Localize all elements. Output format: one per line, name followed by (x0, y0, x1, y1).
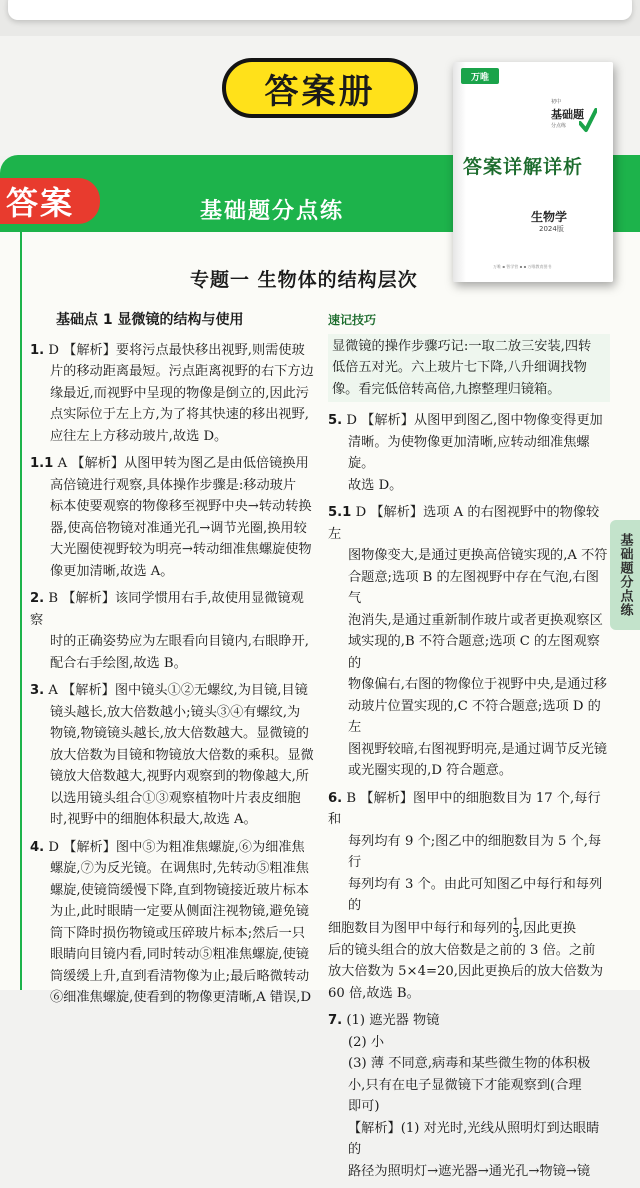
answer-text: 60 倍,故选 B。 (328, 985, 420, 1001)
answer-text: 每列均有 9 个;图乙中的细胞数目为 5 个,每行 (348, 833, 602, 870)
answer-line (328, 1096, 610, 1118)
answer-line (30, 880, 315, 902)
answer-text: B 【解析】该同学惯用右手,故使用显微镜观察 (30, 591, 304, 628)
answer-line (328, 831, 610, 874)
answer-text: 物像偏右,右图的物像位于视野中央,是通过移 (348, 677, 607, 692)
answer-text: D 【解析】要将污点最快移出视野,则需使玻 (48, 342, 305, 358)
answer-line (30, 588, 315, 631)
tips-line: 显微镜的操作步骤巧记:一取二放三安装,四转 (332, 338, 592, 354)
brand-logo: 万唯 (461, 68, 499, 84)
answer-item (328, 1010, 610, 1182)
answer-text: 故选 D。 (348, 477, 403, 493)
answer-text: (2) 小 (348, 1034, 385, 1050)
answer-item (30, 680, 315, 831)
answer-text: 像更加清晰,故选 A。 (50, 563, 174, 579)
answer-line (30, 361, 315, 383)
answer-line (30, 404, 315, 426)
answer-line (328, 1032, 610, 1054)
answer-line (328, 410, 610, 432)
answer-text: 眼睛向目镜内看,同时转动⑤粗准焦螺旋,使镜 (50, 947, 309, 962)
answer-line (30, 987, 315, 1009)
answer-line (30, 745, 315, 767)
answer-line (328, 917, 610, 940)
answer-line (328, 1053, 610, 1075)
answer-item (30, 588, 315, 674)
answer-text: 【解析】(1) 对光时,光线从照明灯到达眼睛的 (348, 1120, 600, 1157)
answer-item (328, 502, 610, 782)
answer-line (30, 475, 315, 497)
answer-book-pill: 答案册 (222, 58, 418, 118)
answer-line (30, 766, 315, 788)
answer-line (328, 739, 610, 761)
book-level: 初中 (551, 99, 562, 105)
answer-line (30, 680, 315, 702)
answer-line (328, 610, 610, 632)
answer-text: 即可) (348, 1099, 380, 1114)
answer-text: 应往左上方移动玻片,故选 D。 (50, 428, 228, 444)
answer-line (328, 1075, 610, 1097)
answer-text: 片的移动距离最短。污点距离视野的右下方边 (50, 364, 314, 379)
answer-line (328, 545, 610, 567)
question-number: 2. (30, 591, 45, 606)
answer-text: 配合右手绘图,故选 B。 (50, 655, 187, 671)
answer-line (328, 1161, 610, 1183)
question-number: 6. (328, 790, 343, 806)
answer-line (328, 567, 610, 610)
book-subject: 生物学 (531, 210, 568, 224)
answer-line (328, 1118, 610, 1161)
answer-item (30, 453, 315, 582)
answer-item (328, 917, 610, 940)
answer-text: 大光圈使视野较为明亮→转动细准焦螺旋使物 (50, 542, 312, 557)
answer-line (328, 983, 610, 1005)
answer-item (328, 940, 610, 1005)
answer-text: (1) 遮光器 物镜 (346, 1013, 440, 1028)
answer-text: 物镜,物镜镜头越长,放大倍数越大。显微镜的 (50, 726, 309, 741)
answer-item (30, 340, 315, 448)
answer-line (328, 631, 610, 674)
answer-text: 每列均有 3 个。由此可知图乙中每行和每列的 (348, 876, 603, 913)
top-strip (0, 0, 640, 36)
answer-line (328, 432, 610, 475)
answer-text: ,因此更换 (519, 920, 576, 936)
answer-text: 筒缓缓上升,直到看清物像为止;最后略微转动 (50, 968, 310, 984)
answer-text: 高倍镜进行观察,具体操作步骤是:移动玻片 (50, 477, 297, 493)
question-number: 4. (30, 839, 45, 855)
answer-text: 筒下降时损伤物镜或压碎玻片标本;然后一只 (50, 925, 306, 941)
answer-text: 小,只有在电子显微镜下才能观察到(合理 (348, 1077, 582, 1093)
question-number: 3. (30, 683, 45, 698)
answer-line (30, 561, 315, 583)
answer-line (30, 496, 315, 518)
answer-text: 泡消失,是通过重新制作玻片或者更换观察区 (348, 612, 603, 628)
right-column (328, 310, 610, 1188)
answer-text: 后的镜头组合的放大倍数是之前的 3 倍。之前 (328, 942, 596, 958)
answer-line (328, 674, 610, 696)
answer-text: D 【解析】图中⑤为粗准焦螺旋,⑥为细准焦 (48, 839, 305, 855)
answer-text: 镜放大倍数越大,视野内观察到的物像越大,所 (50, 769, 309, 784)
answer-text: 标本使要观察的物像移至视野中央→转动转换 (50, 499, 312, 514)
answer-text: 镜头越长,放大倍数越小;镜头③④有螺纹,为 (50, 704, 301, 720)
answer-line (30, 539, 315, 561)
answer-text: 图视野较暗,右图视野明亮,是通过调节反光镜 (348, 741, 607, 757)
section-title: 基础题分点练 (200, 199, 345, 224)
book-publisher: 万唯 ▪ 智学营 ▪ ▪ 万唯教育图书 (493, 264, 552, 269)
answer-line (30, 837, 315, 859)
question-number: 1. (30, 342, 45, 358)
answer-text: 或光圈实现的,D 符合题意。 (348, 763, 513, 778)
topic-title: 专题一 生物体的结构层次 (190, 269, 418, 291)
answer-text: 缘最近,而视野中呈现的物像是倒立的,因此污 (50, 385, 309, 401)
answer-text: D 【解析】选项 A 的右图视野中的物像较左 (328, 505, 600, 542)
page-edge-line (20, 232, 22, 990)
question-number: 7. (328, 1013, 343, 1028)
answer-text: 时的正确姿势应为左眼看向目镜内,右眼睁开, (50, 634, 309, 649)
tips-box (328, 334, 610, 403)
book-edition: 2024版 (539, 225, 564, 233)
answer-line (30, 653, 315, 675)
left-column (30, 310, 315, 1015)
answer-line (328, 475, 610, 497)
answer-line (328, 502, 610, 545)
answer-item (30, 837, 315, 1009)
answer-line (30, 631, 315, 653)
answer-text: 清晰。为使物像更加清晰,应转动细准焦螺旋。 (348, 434, 590, 471)
answer-line (30, 723, 315, 745)
answer-line (328, 696, 610, 739)
side-tab[interactable] (610, 520, 640, 630)
answer-text: B 【解析】图甲中的细胞数目为 17 个,每行和 (328, 790, 601, 827)
subsection-heading: 基础点 1 显微镜的结构与使用 (56, 312, 244, 328)
book-cover (453, 62, 613, 282)
tips-heading: 速记技巧 (328, 313, 377, 327)
answer-text: 点实际位于左上方,为了将其快速的移出视野, (50, 407, 309, 422)
answer-line (30, 518, 315, 540)
answer-line (328, 874, 610, 917)
answer-tab: 答案 (0, 178, 100, 224)
book-title: 答案详解详析 (463, 156, 584, 178)
answer-line (30, 383, 315, 405)
answer-text: 器,使高倍物镜对准通光孔→调节光圈,换用较 (50, 520, 307, 536)
answer-text: 动玻片位置实现的,C 不符合题意;选项 D 的左 (348, 698, 601, 735)
answer-line (30, 788, 315, 810)
answer-text: 以选用镜头组合①③观察植物叶片表皮细胞 (50, 790, 301, 806)
question-number: 1.1 (30, 456, 54, 471)
answer-text: 放大倍数为 5×4=20,因此更换后的放大倍数为 (328, 964, 604, 979)
answer-text: 放大倍数为目镜和物镜放大倍数的乘积。显微 (50, 747, 314, 763)
answer-text: A 【解析】图中镜头①②无螺纹,为目镜,目镜 (48, 683, 308, 698)
answer-item (328, 410, 610, 496)
answer-text: 合题意;选项 B 的左图视野中存在气泡,右图气 (348, 569, 599, 606)
answer-line (328, 1010, 610, 1032)
answer-line (328, 788, 610, 831)
answer-line (30, 426, 315, 448)
answer-line (328, 961, 610, 983)
answer-text: A 【解析】从图甲转为图乙是由低倍镜换用 (57, 456, 309, 471)
answer-line (30, 453, 315, 475)
answer-text: 路径为照明灯→遮光器→通光孔→物镜→镜 (348, 1163, 591, 1179)
answer-line (30, 923, 315, 945)
checkmark-icon (579, 108, 597, 134)
answer-text: D 【解析】从图甲到图乙,图中物像变得更加 (346, 413, 603, 428)
answer-line (328, 760, 610, 782)
book-subseries: 分点练 (551, 123, 567, 129)
answer-line (30, 944, 315, 966)
answer-line (30, 901, 315, 923)
answer-text: 细胞数目为图甲中每行和每列的 (328, 920, 513, 936)
answer-line (30, 340, 315, 362)
fraction-denominator: 3 (512, 928, 519, 940)
answer-text: 图物像变大,是通过更换高倍镜实现的,A 不符 (348, 548, 608, 563)
answer-line (30, 858, 315, 880)
answer-text: 螺旋,使镜筒缓慢下降,直到物镜接近玻片标本 (50, 882, 309, 898)
answer-line (30, 809, 315, 831)
question-number: 5. (328, 413, 343, 428)
previous-card (8, 0, 632, 20)
book-series: 基础题 (551, 108, 584, 121)
answer-text: (3) 薄 不同意,病毒和某些微生物的体积极 (348, 1056, 591, 1071)
tips-line: 像。看完低倍转高倍,九擦整理归镜箱。 (332, 381, 561, 397)
tips-line: 低倍五对光。六上玻片七下降,八升细调找物 (332, 360, 587, 375)
answer-line (30, 702, 315, 724)
answer-text: 域实现的,B 不符合题意;选项 C 的左图观察的 (348, 634, 600, 671)
answer-text: 时,视野中的细胞体积最大,故选 A。 (50, 812, 257, 827)
answer-line (30, 966, 315, 988)
answer-item (328, 788, 610, 917)
answer-line (328, 940, 610, 962)
fraction-numerator: 1 (512, 916, 519, 928)
answer-text: 为止,此时眼睛一定要从侧面注视物镜,避免镜 (50, 904, 309, 919)
answer-text: 螺旋,⑦为反光镜。在调焦时,先转动⑤粗准焦 (50, 861, 309, 876)
answer-text: ⑥细准焦螺旋,使看到的物像更清晰,A 错误,D (50, 990, 312, 1005)
question-number: 5.1 (328, 505, 352, 520)
side-tab-label: 基础题分点练 (617, 533, 633, 617)
